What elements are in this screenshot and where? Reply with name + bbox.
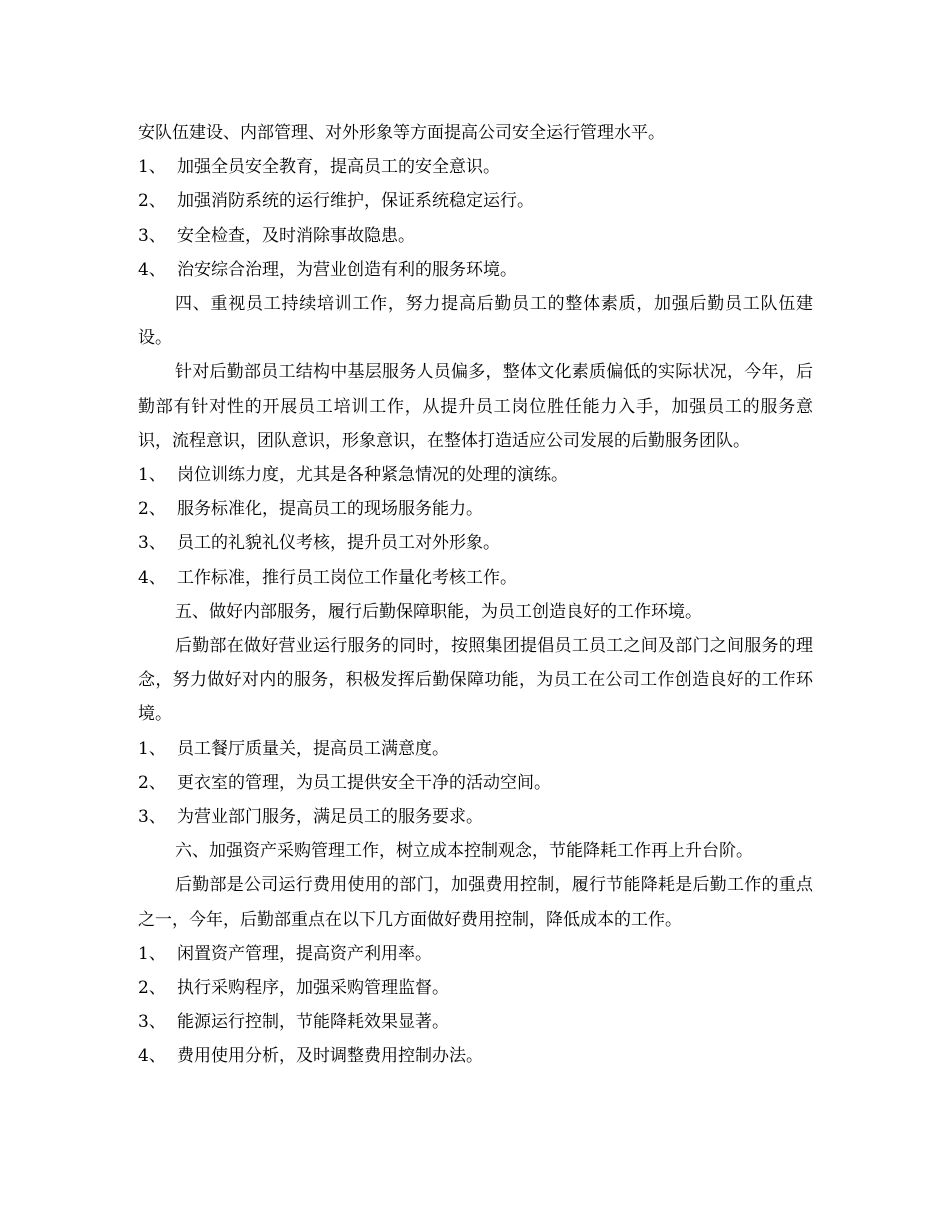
list-item-text: 能源运行控制，节能降耗效果显著。 (177, 1012, 449, 1033)
paragraph: 四、重视员工持续培训工作，努力提高后勤员工的整体素质，加强后勤员工队伍建设。 (138, 294, 813, 349)
document-body (138, 116, 813, 1074)
list-item (138, 184, 813, 218)
list-item-number: 3、 (138, 1012, 166, 1033)
list-item-number: 3、 (138, 533, 166, 554)
list-item-number: 3、 (138, 807, 166, 828)
list-item-text: 服务标准化，提高员工的现场服务能力。 (177, 499, 483, 520)
list-item (138, 253, 813, 287)
paragraph: 后勤部在做好营业运行服务的同时，按照集团提倡员工员工之间及部门之间服务的理念，努力做好对内的服务，积极发挥后勤保障功能，为员工在公司工作创造良好的工作环境。 (138, 636, 813, 725)
list-item (138, 561, 813, 595)
list-item-text: 工作标准，推行员工岗位工作量化考核工作。 (177, 567, 517, 588)
list-item-text: 员工餐厅质量关，提高员工满意度。 (177, 738, 449, 759)
list-item-number: 2、 (138, 772, 166, 793)
list-item-number: 2、 (138, 499, 166, 520)
list-item-number: 1、 (138, 943, 166, 964)
list-item-number: 1、 (138, 157, 166, 178)
list-item (138, 1039, 813, 1073)
list-item-number: 2、 (138, 978, 166, 999)
list-item-text: 加强全员安全教育，提高员工的安全意识。 (177, 157, 500, 178)
list-item (138, 492, 813, 526)
list-item-number: 4、 (138, 259, 166, 280)
list-item-number: 4、 (138, 1046, 166, 1067)
paragraph: 安队伍建设、内部管理、对外形象等方面提高公司安全运行管理水平。 (138, 123, 665, 143)
list-item (138, 1005, 813, 1039)
list-item (138, 732, 813, 766)
paragraph: 六、加强资产采购管理工作，树立成本控制观念，节能降耗工作再上升台阶。 (175, 841, 753, 862)
list-item-text: 更衣室的管理，为员工提供安全干净的活动空间。 (177, 772, 551, 793)
list-item-text: 安全检查，及时消除事故隐患。 (177, 225, 415, 246)
list-item-number: 3、 (138, 225, 166, 246)
list-item-text: 为营业部门服务，满足员工的服务要求。 (177, 807, 483, 828)
paragraph: 针对后勤部员工结构中基层服务人员偏多，整体文化素质偏低的实际状况，今年，后勤部有针对性的开展员工培训工作，从提升员工岗位胜任能力入手，加强员工的服务意识，流程意识，团队意识，形象意识，在整体打造适应公司发展的后勤服务团队。 (138, 362, 813, 451)
list-item (138, 971, 813, 1005)
list-item-text: 治安综合治理，为营业创造有利的服务环境。 (177, 259, 517, 280)
list-item (138, 937, 813, 971)
list-item-text: 费用使用分析，及时调整费用控制办法。 (177, 1046, 483, 1067)
paragraph: 后勤部是公司运行费用使用的部门，加强费用控制，履行节能降耗是后勤工作的重点之一，今年，后勤部重点在以下几方面做好费用控制，降低成本的工作。 (138, 875, 813, 930)
list-item-text: 执行采购程序，加强采购管理监督。 (177, 978, 449, 999)
list-item-number: 4、 (138, 567, 166, 588)
list-item (138, 219, 813, 253)
list-item (138, 150, 813, 184)
list-item-text: 加强消防系统的运行维护，保证系统稳定运行。 (177, 191, 534, 212)
list-item (138, 800, 813, 834)
list-item-number: 1、 (138, 465, 166, 486)
list-item-number: 1、 (138, 738, 166, 759)
list-item-text: 闲置资产管理，提高资产利用率。 (177, 943, 432, 964)
list-item (138, 766, 813, 800)
list-item-text: 员工的礼貌礼仪考核，提升员工对外形象。 (177, 533, 500, 554)
list-item (138, 458, 813, 492)
list-item (138, 526, 813, 560)
paragraph: 五、做好内部服务，履行后勤保障职能，为员工创造良好的工作环境。 (175, 601, 702, 622)
list-item-text: 岗位训练力度，尤其是各种紧急情况的处理的演练。 (177, 465, 568, 486)
list-item-number: 2、 (138, 191, 166, 212)
